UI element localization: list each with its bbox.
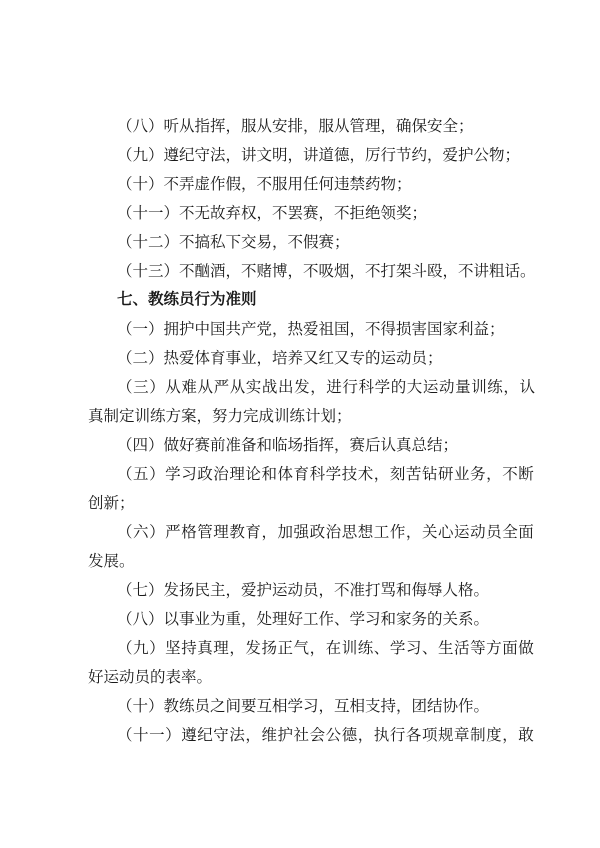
coach-rule-2: （二）热爱体育事业，培养又红又专的运动员； (117, 349, 443, 367)
athlete-rule-11: （十一）不无故弃权，不罢赛，不拒绝领奖； (117, 204, 428, 222)
coach-rule-11-line-1: （十一）遵纪守法，维护社会公德，执行各项规章制度，敢 (117, 726, 535, 744)
coach-rule-10: （十）教练员之间要互相学习，互相支持，团结协作。 (117, 697, 490, 715)
coach-rule-6-line-2: 发展。 (88, 552, 135, 570)
athlete-rule-8: （八）听从指挥，服从安排，服从管理，确保安全； (117, 117, 474, 135)
coach-rule-8: （八）以事业为重，处理好工作、学习和家务的关系。 (117, 610, 490, 628)
coach-rule-3-line-1: （三）从难从严从实战出发，进行科学的大运动量训练，认 (117, 378, 536, 396)
athlete-rule-13: （十三）不酗酒，不赌博，不吸烟，不打架斗殴，不讲粗话。 (117, 262, 536, 280)
section-heading-coach-code: 七、教练员行为准则 (117, 290, 257, 308)
coach-rule-5-line-1: （五）学习政治理论和体育科学技术，刻苦钻研业务，不断 (117, 465, 535, 483)
coach-rule-7: （七）发扬民主，爱护运动员，不准打骂和侮辱人格。 (117, 581, 490, 599)
athlete-rule-12: （十二）不搞私下交易，不假赛； (117, 233, 350, 251)
coach-rule-6-line-1: （六）严格管理教育，加强政治思想工作，关心运动员全面 (117, 523, 535, 541)
coach-rule-9-line-1: （九）坚持真理，发扬正气，在训练、学习、生活等方面做 (117, 639, 535, 657)
coach-rule-5-line-2: 创新； (88, 494, 135, 512)
coach-rule-9-line-2: 好运动员的表率。 (88, 668, 213, 686)
coach-rule-3-line-2: 真制定训练方案，努力完成训练计划； (88, 407, 352, 425)
coach-rule-1: （一）拥护中国共产党，热爱祖国，不得损害国家利益； (117, 320, 505, 338)
athlete-rule-10: （十）不弄虚作假，不服用任何违禁药物； (117, 175, 412, 193)
coach-rule-4: （四）做好赛前准备和临场指挥，赛后认真总结； (117, 436, 459, 454)
athlete-rule-9: （九）遵纪守法，讲文明，讲道德，厉行节约，爱护公物； (117, 146, 521, 164)
